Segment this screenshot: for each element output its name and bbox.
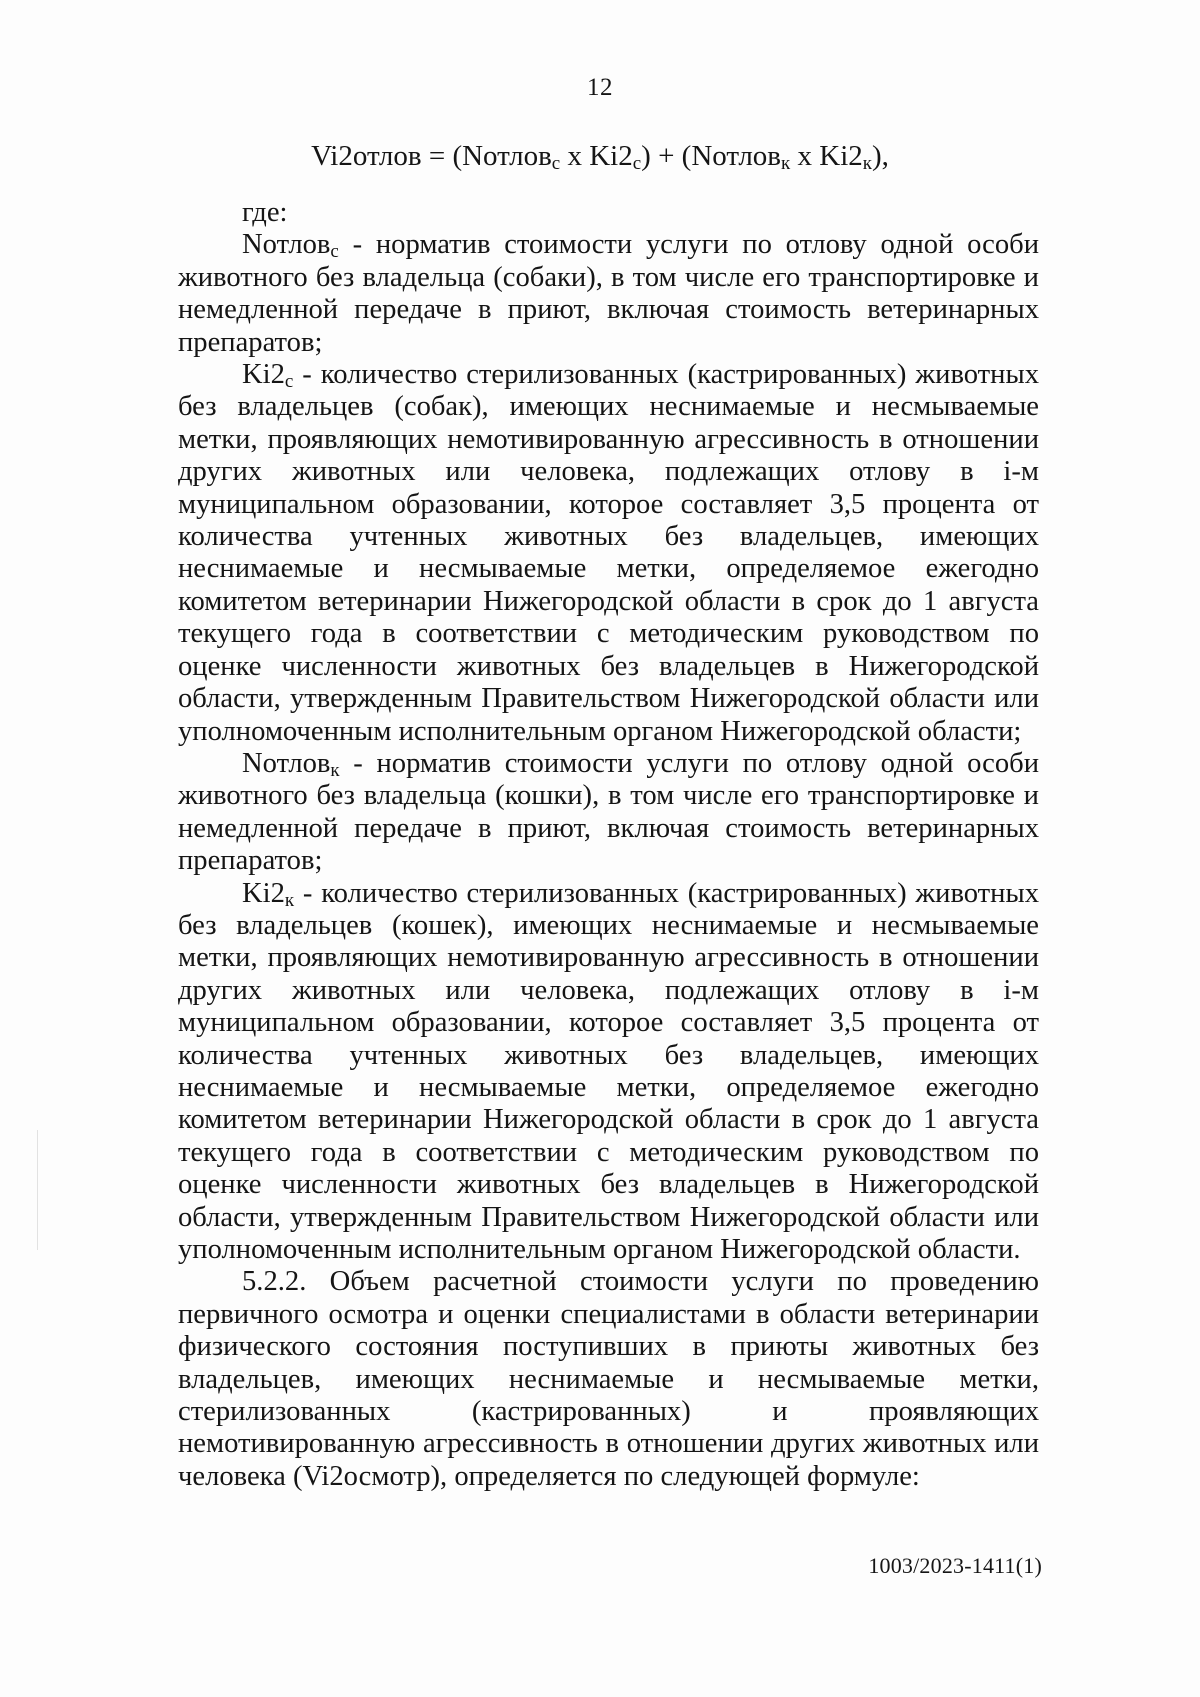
definition-symbol: Nотлов — [242, 229, 331, 261]
definition-text: - количество стерилизованных (кастрированных) животных без владельцев (кошек), имеющих неснимаемые и несмываемые метки, проявляющих немотивированную агрессивность в отношении других животных или человека, подлежащих отлову в i-м муниципальном образовании, которое составляет 3,5 процента от количества учтенных животных без владельцев, имеющих неснимаемые и несмываемые метки, определяемое ежегодно комитетом ветеринарии Нижегородской области в срок до 1 августа текущего года в соответствии с методическим руководством по оценке численности животных без владельцев в Нижегородской области, утвержденным Правительством Нижегородской области или уполномоченным исполнительным органом Нижегородской области. — [178, 877, 1039, 1265]
where-label: где: — [242, 197, 288, 228]
formula-part: ), — [871, 140, 889, 172]
formula-part: x Ki2 — [560, 140, 633, 172]
formula-subscript: к — [862, 153, 872, 174]
definition-subscript: с — [330, 241, 339, 263]
document-body — [178, 197, 1039, 1493]
definition-subscript: к — [330, 759, 340, 781]
definition-symbol: Ki2 — [242, 877, 285, 909]
definition-ki2-k — [178, 878, 1039, 1267]
formula-part: x Ki2 — [790, 140, 863, 172]
definition-text: - норматив стоимости услуги по отлову одной особи животного без владельца (кошки), в том числе его транспортировке и немедленной передаче в приют, включая стоимость ветеринарных препаратов; — [178, 747, 1039, 877]
formula-vi2otlov — [0, 140, 1200, 173]
definition-text: - норматив стоимости услуги по отлову одной особи животного без владельца (собаки), в том числе его транспортировке и немедленной передаче в приют, включая стоимость ветеринарных препаратов; — [178, 229, 1039, 358]
formula-subscript: к — [781, 153, 791, 174]
definition-subscript: к — [284, 889, 295, 911]
definition-subscript: с — [284, 371, 294, 393]
scan-margin-mark — [37, 1130, 38, 1250]
definition-n-otlov-k — [178, 748, 1039, 878]
formula-part: Vi2отлов = (Nотлов — [311, 140, 552, 172]
formula-subscript: с — [551, 153, 561, 174]
formula-part: ) + (Nотлов — [641, 140, 782, 172]
page-number: 12 — [587, 74, 613, 101]
formula-subscript: с — [632, 153, 642, 174]
definition-symbol: Ki2 — [242, 359, 285, 391]
document-code: 1003/2023-1411(1) — [868, 1553, 1042, 1578]
definition-symbol: Nотлов — [242, 747, 331, 779]
definition-text: - количество стерилизованных (кастрированных) животных без владельцев (собак), имеющих неснимаемые и несмываемые метки, проявляющих немотивированную агрессивность в отношении других животных или человека, подлежащих отлову в i-м муниципальном образовании, которое составляет 3,5 процента от количества учтенных животных без владельцев, имеющих неснимаемые и несмываемые метки, определяемое ежегодно комитетом ветеринарии Нижегородской области в срок до 1 августа текущего года в соответствии с методическим руководством по оценке численности животных без владельцев в Нижегородской области, утвержденным Правительством Нижегородской области или уполномоченным исполнительным органом Нижегородской области; — [178, 359, 1039, 747]
definition-ki2-c — [178, 359, 1039, 748]
definition-n-otlov-c — [178, 229, 1039, 359]
section-5-2-2: 5.2.2. Объем расчетной стоимости услуги по проведению первичного осмотра и оценки специалистами в области ветеринарии физического состояния поступивших в приюты животных без владельцев, имеющих неснимаемые и несмываемые метки, стерилизованных (кастрированных) и проявляющих немотивированную агрессивность в отношении других животных или человека (Vi2осмотр), определяется по следующей формуле: — [178, 1266, 1039, 1492]
